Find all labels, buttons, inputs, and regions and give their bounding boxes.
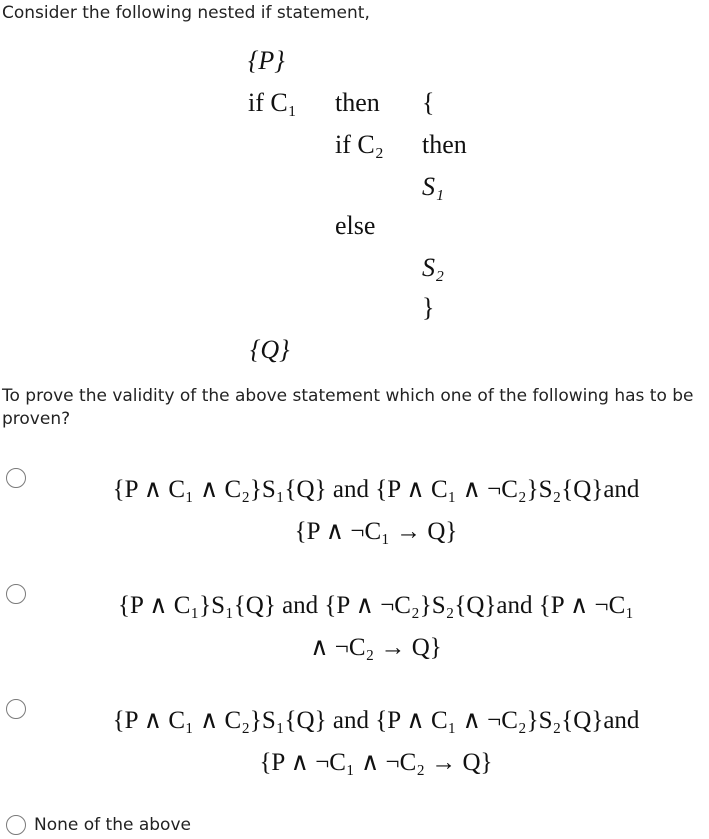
question-text: To prove the validity of the above statement which one of the following has to be proven?: [2, 386, 694, 429]
option-3-line-2: {P ∧ ¬C₁ ∧ ¬C₂ → Q}: [259, 749, 493, 776]
option-3-radio[interactable]: [6, 699, 26, 719]
intro-text: Consider the following nested if statement,: [2, 3, 370, 23]
precondition: {P}: [248, 46, 285, 75]
statement-s1: S₁: [422, 172, 445, 201]
option-3-line-1: {P ∧ C₁ ∧ C₂}S₁{Q} and {P ∧ C₁ ∧ ¬C₂}S₂{Q}and: [112, 707, 640, 734]
else-keyword: else: [335, 211, 376, 240]
if-c2: if C₂: [335, 130, 384, 159]
close-brace: }: [422, 293, 435, 322]
then-keyword-1: then: [335, 88, 380, 117]
statement-s2: S₂: [422, 253, 445, 282]
option-1-radio[interactable]: [6, 468, 26, 488]
option-2-radio[interactable]: [6, 584, 26, 604]
option-1-line-1: {P ∧ C₁ ∧ C₂}S₁{Q} and {P ∧ C₁ ∧ ¬C₂}S₂{Q}and: [112, 476, 640, 503]
postcondition: {Q}: [250, 335, 290, 364]
option-1-line-2: {P ∧ ¬C₁ → Q}: [294, 518, 458, 545]
then-keyword-2: then: [422, 130, 467, 159]
option-4-label: None of the above: [34, 815, 191, 835]
if-c1: if C₁: [248, 88, 297, 117]
option-2-line-1: {P ∧ C₁}S₁{Q} and {P ∧ ¬C₂}S₂{Q}and {P ∧ ¬C₁: [118, 592, 634, 619]
option-2-line-2: ∧ ¬C₂ → Q}: [310, 634, 442, 661]
option-4-radio[interactable]: [6, 815, 26, 835]
open-brace: {: [422, 88, 435, 117]
